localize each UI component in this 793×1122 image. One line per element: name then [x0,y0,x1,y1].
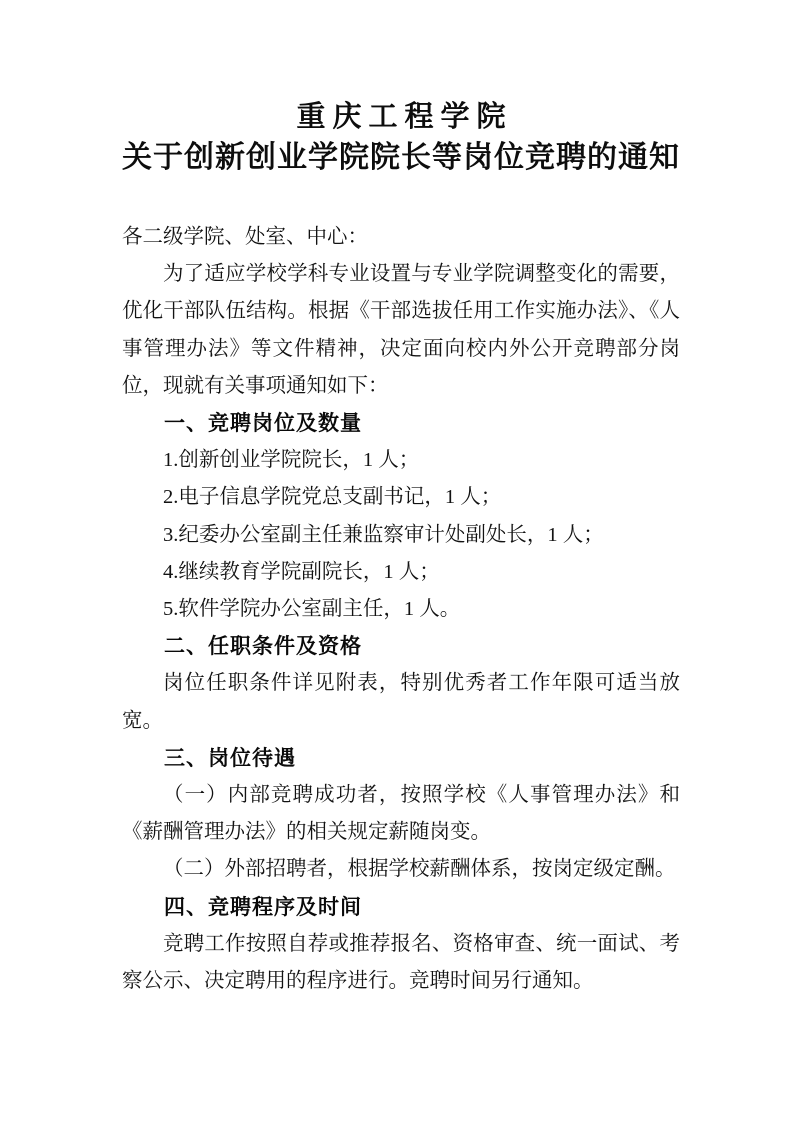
section-2-heading: 二、任职条件及资格 [164,635,362,659]
org-name: 重庆工程学院 [296,101,513,133]
section-3-paragraph-2: （二）外部招聘者，根据学校薪酬体系，按岗定级定酬。 [163,858,676,881]
intro-paragraph: 为了适应学校学科专业设置与专业学院调整变化的需要，优化干部队伍结构。根据《干部选拔任用工作实施办法》、《人事管理办法》等文件精神，决定面向校内外公开竞聘部分岗位，现就有关事项通知如下： [122,263,680,397]
position-item-4: 4.继续教育学院副院长，1 人； [163,560,440,583]
position-item-5: 5.软件学院办公室副主任，1 人。 [163,598,461,621]
document-title-block [122,97,680,178]
notice-title: 关于创新创业学院院长等岗位竞聘的通知 [122,141,680,174]
position-item-1: 1.创新创业学院院长，1 人； [163,449,420,472]
section-4-heading: 四、竞聘程序及时间 [164,895,362,919]
section-1-heading: 一、竞聘岗位及数量 [164,412,362,436]
section-4-paragraph: 竞聘工作按照自荐或推荐报名、资格审查、统一面试、考察公示、决定聘用的程序进行。竞聘时间另行通知。 [122,932,680,993]
position-item-3: 3.纪委办公室副主任兼监察审计处副处长，1 人； [163,523,604,546]
salutation: 各二级学院、处室、中心： [122,226,368,248]
position-item-2: 2.电子信息学院党总支副书记，1 人； [163,486,502,509]
section-2-paragraph: 岗位任职条件详见附表，特别优秀者工作年限可适当放宽。 [122,672,680,732]
document-body [122,219,680,1000]
section-3-heading: 三、岗位待遇 [164,746,296,770]
section-3-paragraph-1: （一）内部竞聘成功者，按照学校《人事管理办法》和《薪酬管理办法》的相关规定薪随岗变。 [122,784,680,844]
